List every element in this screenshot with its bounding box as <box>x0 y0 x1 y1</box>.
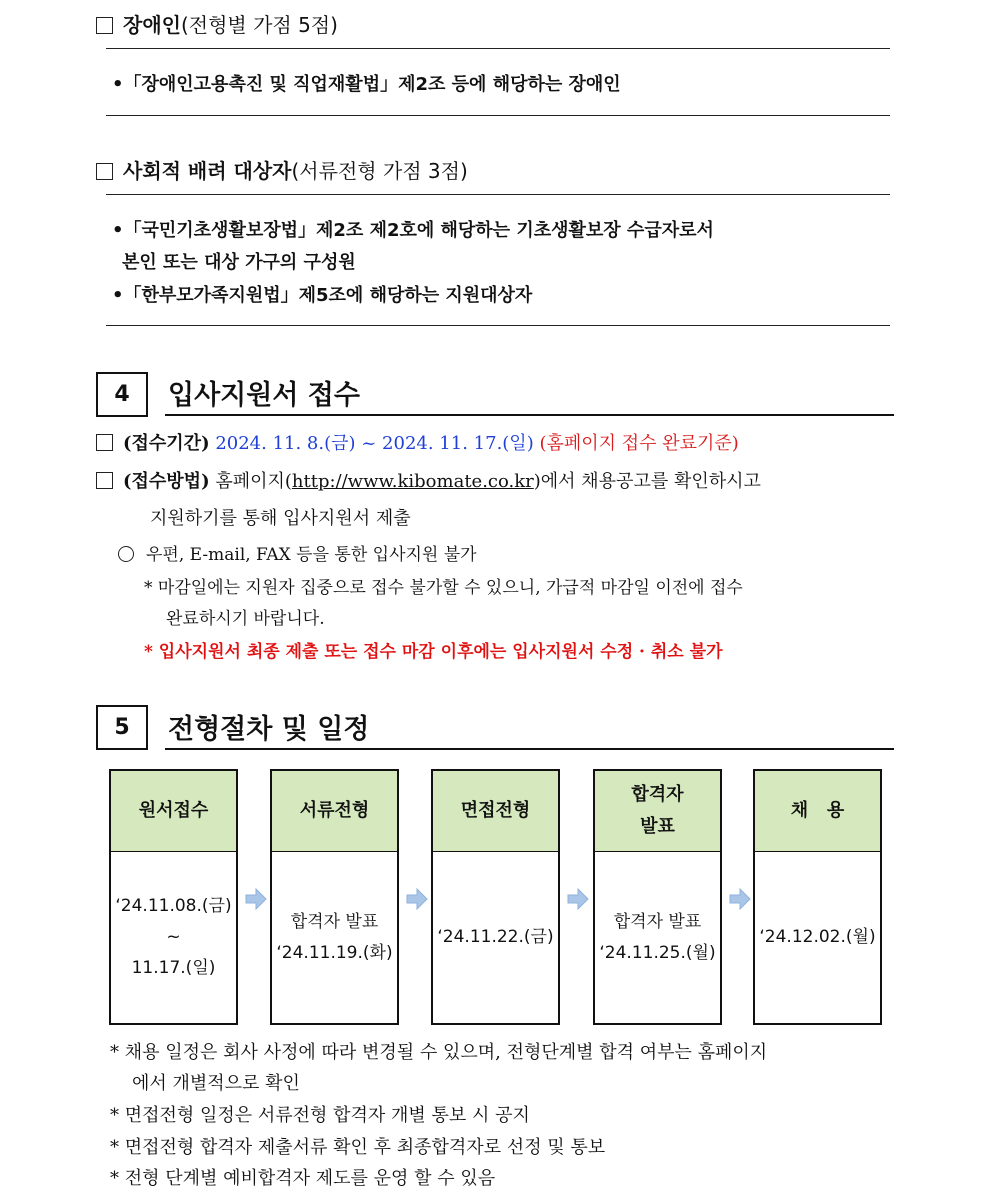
homepage-link[interactable]: http://www.kibomate.co.kr <box>291 471 534 492</box>
step-date-line: 합격자 발표 <box>290 911 379 932</box>
step-title-line: 서류전형 <box>299 800 370 821</box>
circle-item: 우편, E-mail, FAX 등을 통한 입사지원 불가 <box>118 540 477 565</box>
disabled-heading: 장애인(전형별 가점 5점) <box>96 9 338 38</box>
checkbox-square-icon <box>96 17 113 34</box>
step-date <box>433 852 558 1023</box>
divider <box>106 194 890 195</box>
divider <box>106 48 890 49</box>
process-step <box>431 769 560 1025</box>
schedule-note: * 면접전형 일정은 서류전형 합격자 개별 통보 시 공지 <box>110 1105 530 1126</box>
step-date-line: 11.17.(일) <box>131 958 216 978</box>
application-method-continued: 지원하기를 통해 입사지원서 제출 <box>150 508 411 529</box>
step-date <box>111 852 236 1023</box>
step-date-line: ~ <box>166 927 181 947</box>
step-date-line: 합격자 발표 <box>613 911 702 932</box>
deadline-note-continued: 완료하시기 바랍니다. <box>166 609 325 629</box>
social-heading: 사회적 배려 대상자(서류전형 가점 3점) <box>96 155 468 184</box>
section-title: 입사지원서 접수 <box>168 380 360 411</box>
social-item: •「국민기초생활보장법」제2조 제2호에 해당하는 기초생활보장 수급자로서 <box>112 220 714 241</box>
title-underline <box>165 414 894 416</box>
step-date <box>272 852 397 1023</box>
checkbox-square-icon <box>96 163 113 180</box>
arrow-right-icon <box>245 888 267 910</box>
step-title <box>755 771 880 852</box>
step-title-line: 원서접수 <box>138 800 209 821</box>
step-title-line: 발표 <box>640 816 675 837</box>
arrow-right-icon <box>406 888 428 910</box>
process-step <box>753 769 882 1025</box>
step-date-line: ‘24.11.22.(금) <box>437 927 554 947</box>
warning-note: * 입사지원서 최종 제출 또는 접수 마감 이후에는 입사지원서 수정 · 취소 불가 <box>144 642 723 662</box>
application-method: (접수방법) 홈페이지(http://www.kibomate.co.kr)에서 채용공고를 확인하시고 <box>96 467 761 493</box>
arrow-right-icon <box>729 888 751 910</box>
schedule-note: * 채용 일정은 회사 사정에 따라 변경될 수 있으며, 전형단계별 합격 여부는 홈페이지 <box>110 1042 768 1063</box>
title-underline <box>165 748 894 750</box>
step-date-line: ‘24.12.02.(월) <box>759 927 876 947</box>
step-date-line: ‘24.11.19.(화) <box>276 942 393 963</box>
application-period: (접수기간) 2024. 11. 8.(금) ~ 2024. 11. 17.(일) (홈페이지 접수 완료기준) <box>96 429 739 455</box>
process-step <box>270 769 399 1025</box>
deadline-note: * 마감일에는 지원자 집중으로 접수 불가할 수 있으니, 가급적 마감일 이전에 접수 <box>144 578 743 598</box>
social-item-continued: 본인 또는 대상 가구의 구성원 <box>122 252 356 273</box>
step-title <box>272 771 397 852</box>
schedule-note-continued: 에서 개별적으로 확인 <box>132 1073 300 1094</box>
checkbox-square-icon <box>96 472 113 489</box>
section-number: 4 <box>96 372 148 417</box>
process-step <box>109 769 238 1025</box>
step-date <box>595 852 720 1023</box>
step-title-line: 합격자 <box>631 784 684 805</box>
section-title: 전형절차 및 일정 <box>168 714 370 745</box>
step-date <box>755 852 880 1023</box>
divider <box>106 325 890 326</box>
step-title-line: 면접전형 <box>460 800 531 821</box>
divider <box>106 115 890 116</box>
process-step <box>593 769 722 1025</box>
step-title-line: 채 용 <box>790 800 845 821</box>
section-number: 5 <box>96 705 148 750</box>
social-item: •「한부모가족지원법」제5조에 해당하는 지원대상자 <box>112 285 533 306</box>
schedule-note: * 전형 단계별 예비합격자 제도를 운영 할 수 있음 <box>110 1168 496 1189</box>
arrow-right-icon <box>567 888 589 910</box>
step-date-line: ‘24.11.08.(금) <box>115 896 232 916</box>
disabled-item: •「장애인고용촉진 및 직업재활법」제2조 등에 해당하는 장애인 <box>112 74 621 95</box>
step-date-line: ‘24.11.25.(월) <box>599 942 716 963</box>
checkbox-square-icon <box>96 434 113 451</box>
circle-bullet-icon <box>118 546 134 562</box>
step-title <box>433 771 558 852</box>
schedule-note: * 면접전형 합격자 제출서류 확인 후 최종합격자로 선정 및 통보 <box>110 1137 606 1158</box>
step-title <box>111 771 236 852</box>
step-title <box>595 771 720 852</box>
